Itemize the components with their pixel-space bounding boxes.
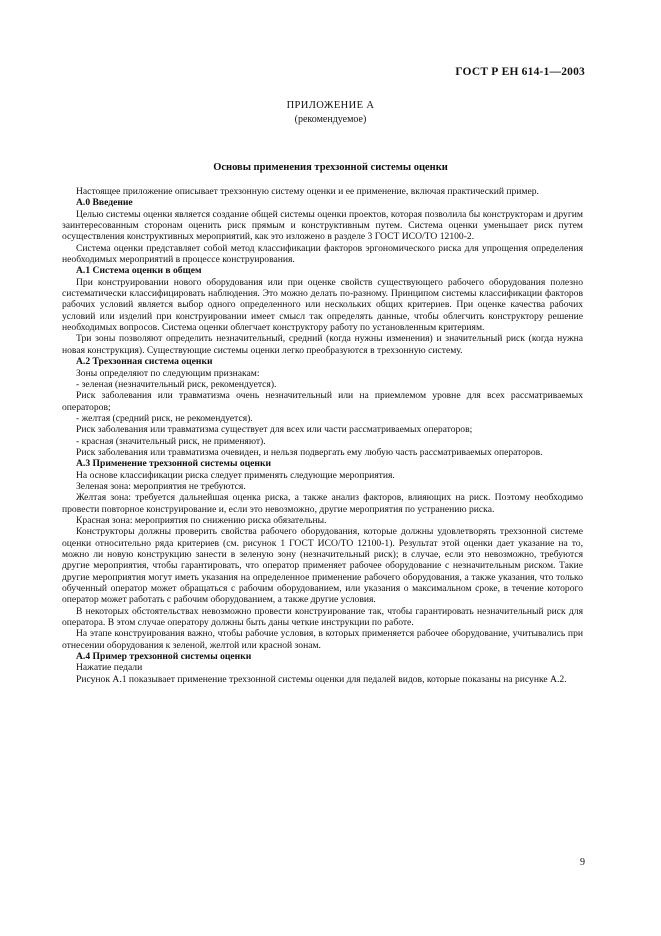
paragraph: На этапе конструирования важно, чтобы рабочие условия, в которых применяется рабочее оборудование, учитывались при отнесении оборудования к зеленой, желтой или красной зонам. bbox=[62, 628, 583, 651]
paragraph: Нажатие педали bbox=[76, 662, 143, 674]
paragraph: Риск заболевания или травматизма очень незначительный или на приемлемом уровне для всех рассматриваемых операторов; bbox=[62, 390, 583, 413]
appendix-subtitle: (рекомендуемое) bbox=[294, 114, 367, 125]
paragraph: Конструкторы должны проверить свойства рабочего оборудования, которые должны удовлетворять трехзонной системе оценки относительно ряда критериев (см. рисунок 1 ГОСТ ИСО/ТО 12100-1). Результат этой оценки дает указание на то, можно ли новую конструкцию занести в зеленую зону (незначительный риск); в случае, если это невозможно, требуются другие мероприятия, чтобы гарантировать, что оператор применяет рабочее оборудование с незначительным риском. Такие другие мероприятия могут иметь указания на определенное применение рабочего оборудования, а также указания, что только обученный оператор может обращаться с рабочим оборудованием, или указания о максимальном сроке, в течение которого оператор может работать с рабочим оборудованием, а также другие условия. bbox=[62, 526, 583, 606]
section-heading-a4: А.4 Пример трехзонной системы оценки bbox=[76, 651, 252, 663]
paragraph: Зоны определяют по следующим признакам: bbox=[76, 367, 260, 379]
section-heading-a2: А.2 Трехзонная система оценки bbox=[76, 356, 213, 368]
list-item-yellow-zone: - желтая (средний риск, не рекомендуется). bbox=[76, 412, 253, 424]
paragraph: Система оценки представляет собой метод классификации факторов эргономического риска для упрощения определения необходимых мероприятий в процессе конструирования. bbox=[62, 242, 583, 266]
body-text bbox=[62, 186, 583, 685]
paragraph: На основе классификации риска следует применять следующие мероприятия. bbox=[76, 469, 395, 481]
document-title: Основы применения трехзонной системы оценки bbox=[213, 162, 448, 173]
list-item-green-zone: - зеленая (незначительный риск, рекомендуется). bbox=[76, 378, 277, 390]
paragraph: Зеленая зона: мероприятия не требуются. bbox=[76, 480, 246, 492]
paragraph: Целью системы оценки является создание общей системы оценки проектов, которая позволила бы конструкторам и другим заинтересованным сторонам оценить риск прямым и конструктивным путем. Система оценки уменьшает риск путем осуществления конструктивных мероприятий, как это изложено в разделе 3 ГОСТ ИСО/ТО 12100-2. bbox=[62, 208, 583, 243]
paragraph: Рисунок А.1 показывает применение трехзонной системы оценки для педалей видов, которые показаны на рисунке А.2. bbox=[76, 673, 567, 685]
appendix-title: ПРИЛОЖЕНИЕ А bbox=[286, 100, 375, 111]
paragraph: Риск заболевания или травматизма существует для всех или части рассматриваемых операторов; bbox=[76, 424, 473, 436]
section-heading-a0: А.0 Введение bbox=[76, 197, 133, 209]
paragraph-intro: Настоящее приложение описывает трехзонную систему оценки и ее применение, включая практический пример. bbox=[76, 186, 539, 197]
paragraph: Желтая зона: требуется дальнейшая оценка риска, а также анализ факторов, влияющих на риск. Поэтому необходимо провести повторное конструирование и, если это невозможно, другие мероприятия по устранению риска. bbox=[62, 492, 583, 515]
page-number: 9 bbox=[580, 857, 585, 868]
section-heading-a3: А.3 Применение трехзонной системы оценки bbox=[76, 458, 272, 470]
list-item-red-zone: - красная (значительный риск, не применяют). bbox=[76, 435, 266, 447]
paragraph: Красная зона: мероприятия по снижению риска обязательны. bbox=[76, 514, 327, 526]
document-code-header: ГОСТ Р ЕН 614-1—2003 bbox=[455, 66, 585, 78]
section-heading-a1: А.1 Система оценки в общем bbox=[76, 265, 202, 277]
paragraph: В некоторых обстоятельствах невозможно провести конструирование так, чтобы гарантировать незначительный риск для оператора. В этом случае оператору должны быть даны четкие инструкции по работе. bbox=[62, 605, 583, 629]
paragraph: При конструировании нового оборудования или при оценке свойств существующего рабочего оборудования полезно систематически классифицировать наблюдения. Это можно делать по-разному. Принципом системы классификации факторов рабочих условий является выбор одного определенного или нескольких общих критериев. При оценке качества рабочих условий или изделий при конструировании имеет смысл так определять данные, чтобы облегчить конструктору решение необходимых вопросов. Система оценки облегчает конструктору работу по установленным критериям. bbox=[62, 276, 583, 334]
paragraph: Риск заболевания или травматизма очевиден, и нельзя подвергать ему любую часть рассматриваемых операторов. bbox=[76, 446, 543, 458]
paragraph: Три зоны позволяют определить незначительный, средний (когда нужны изменения) и значительный риск (когда нужна новая конструкция). Существующие системы оценки легко преобразуются в трехзонную систему. bbox=[62, 333, 583, 356]
